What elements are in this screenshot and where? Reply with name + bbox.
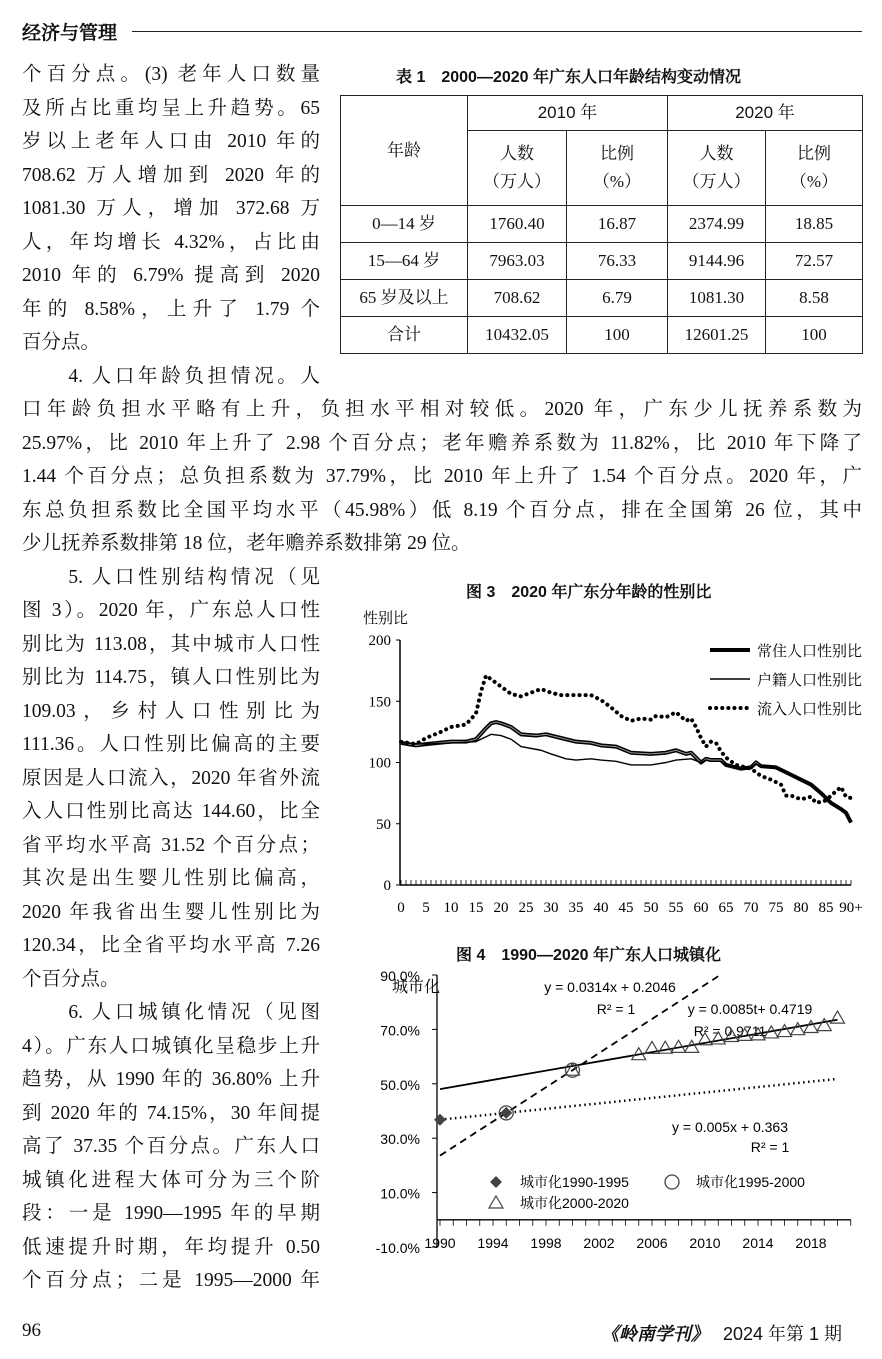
text-line: 入人口性别比高达 144.60，比全 (22, 801, 320, 822)
text-line: 城镇化进程大体可分为三个阶 (22, 1169, 320, 1191)
table-row (341, 317, 863, 354)
x-tick-label: 50 (643, 900, 659, 916)
text-line: 高了 37.35 个百分点。广东人口 (22, 1136, 320, 1157)
value-cell: 100 (766, 317, 863, 354)
table-row (341, 280, 863, 317)
y-tick-label: 200 (368, 633, 391, 649)
x-tick-label: 45 (618, 900, 634, 916)
text-line: 百分点。 (22, 332, 101, 353)
table-row (341, 243, 863, 280)
y-tick-label: 50.0% (380, 1076, 420, 1093)
value-cell: 6.79 (567, 280, 668, 317)
y-tick-label: 0 (383, 878, 391, 894)
text-line: 岁以上老年人口由 2010 年的 (22, 131, 320, 152)
age-structure-table (340, 95, 863, 354)
text-line: 708.62 万人增加到 2020 年的 (22, 164, 320, 186)
x-tick-label: 35 (568, 900, 584, 916)
text-line: 年的 8.58%，上升了 1.79 个 (22, 298, 320, 320)
year-2020-header: 2020 年 (668, 96, 863, 131)
x-tick-label: 40 (593, 900, 609, 916)
x-tick-label: 15 (468, 900, 484, 916)
diamond-marker (490, 1176, 502, 1188)
figure4-caption: 图 4 1990—2020 年广东人口城镇化 (456, 947, 721, 964)
value-cell: 2374.99 (668, 206, 766, 243)
table-row (341, 206, 863, 243)
text-line: 2020 年我省出生婴儿性别比为 (22, 901, 320, 923)
text-line: 人，年均增长 4.32%，占比由 (22, 231, 320, 253)
text-line: 口年龄负担水平略有上升，负担水平相对较低。2020 年，广东少儿抚养系数为 (22, 399, 862, 420)
text-line: 别比为 113.08，其中城市人口性 (22, 633, 320, 655)
text-line: 25.97%，比 2010 年上升了 2.98 个百分点；老年赡养系数为 11.82%，比 2010 年下降了 (22, 432, 862, 454)
figure3-caption: 图 3 2020 年广东分年龄的性别比 (466, 584, 712, 601)
value-cell: 1081.30 (668, 280, 766, 317)
text-line: 109.03，乡村人口性别比为 (22, 700, 320, 722)
text-line: 4）。广东人口城镇化呈稳步上升 (22, 1035, 320, 1057)
text-line: 120.34，比全省平均水平高 7.26 (22, 935, 320, 956)
journal-name: 《岭南学刊》 (600, 1324, 709, 1344)
ratio-header: 比例 （%） (766, 131, 863, 206)
x-tick-label: 1990 (424, 1234, 456, 1251)
age-header: 年龄 (341, 96, 468, 206)
value-cell: 708.62 (468, 280, 567, 317)
x-tick-label: 1998 (530, 1234, 562, 1251)
text-line: 少儿抚养系数排第 18 位，老年赡养系数排第 29 位。 (22, 533, 471, 554)
sex-ratio-chart (355, 605, 875, 920)
circle-marker (665, 1175, 679, 1189)
y-tick-label: 100 (368, 755, 391, 772)
text-line: 个百分点。(3) 老年人口数量 (22, 64, 320, 85)
value-cell: 9144.96 (668, 243, 766, 280)
text-line: 到 2020 年的 74.15%，30 年间提 (22, 1102, 320, 1124)
x-tick-label: 55 (668, 900, 684, 916)
trendline-equation: y = 0.0314x + 0.2046 (544, 979, 676, 995)
x-tick-label: 30 (543, 900, 559, 916)
value-cell: 12601.25 (668, 317, 766, 354)
value-cell: 16.87 (567, 206, 668, 243)
legend-label: 户籍人口性别比 (757, 673, 863, 689)
diamond-marker (500, 1107, 512, 1119)
text-line: 6. 人口城镇化情况（见图 (22, 1002, 320, 1023)
y-tick-label: 10.0% (380, 1185, 420, 1202)
series-line-1 (401, 722, 851, 822)
text-line: 2010 年的 6.79% 提高到 2020 (22, 265, 320, 286)
value-cell: 76.33 (567, 243, 668, 280)
y-tick-label: -10.0% (375, 1240, 420, 1256)
x-tick-label: 2018 (795, 1234, 827, 1251)
page-number: 96 (22, 1320, 41, 1341)
text-line: 低速提升时期，年均提升 0.50 (22, 1236, 320, 1258)
x-tick-label: 5 (422, 900, 430, 916)
value-cell: 8.58 (766, 280, 863, 317)
x-tick-label: 65 (718, 900, 734, 916)
journal-footer (601, 1320, 842, 1346)
text-line: 其次是出生婴儿性别比偏高， (22, 868, 320, 889)
y-tick-label: 30.0% (380, 1131, 420, 1148)
y-axis-label: 城市化 (392, 979, 441, 996)
y-tick-label: 150 (368, 694, 391, 711)
text-line: 个百分点。 (22, 968, 120, 990)
legend-label: 常住人口性别比 (757, 644, 863, 660)
trendline-equation: y = 0.005x + 0.363 (672, 1119, 788, 1135)
issue: 2024 年第 1 期 (722, 1324, 842, 1344)
text-line: 及所占比重均呈上升趋势。65 (22, 97, 320, 119)
trendline-r2: R² = 1 (596, 1001, 636, 1017)
x-tick-label: 90+ (839, 900, 863, 916)
x-tick-label: 85 (818, 900, 834, 916)
triangle-marker (804, 1020, 818, 1032)
text-line: 个百分点；二是 1995—2000 年 (22, 1270, 320, 1291)
triangle-marker (489, 1196, 503, 1208)
age-group-cell: 15—64 岁 (341, 243, 468, 280)
text-line: 4. 人口年龄负担情况。人 (22, 365, 320, 387)
year-2010-header: 2010 年 (468, 96, 668, 131)
x-tick-label: 0 (397, 900, 405, 916)
x-tick-label: 75 (768, 900, 784, 916)
trendline-r2: R² = 0.9711 (693, 1023, 767, 1039)
header-rule (132, 31, 862, 32)
x-tick-label: 10 (443, 900, 459, 916)
legend-label: 流入人口性别比 (757, 702, 863, 718)
text-line: 1.44 个百分点；总负担系数为 37.79%，比 2010 年上升了 1.54 个百分点。2020 年，广 (22, 466, 862, 487)
x-tick-label: 2014 (742, 1234, 774, 1251)
y-axis-label: 性别比 (363, 611, 409, 627)
table-caption: 表 1 2000—2020 年广东人口年龄结构变动情况 (396, 69, 741, 86)
urbanization-chart (370, 970, 875, 1290)
ratio-header: 比例 （%） (567, 131, 668, 206)
trendline-equation: y = 0.0085t+ 0.4719 (687, 1001, 813, 1017)
x-tick-label: 60 (693, 900, 709, 916)
trendline-r2: R² = 1 (750, 1139, 790, 1155)
text-line: 原因是人口流入，2020 年省外流 (22, 767, 320, 789)
trendline-solid (440, 1020, 838, 1089)
diamond-marker (434, 1114, 446, 1126)
age-group-cell: 合计 (341, 317, 468, 354)
text-line: 图 3）。2020 年，广东总人口性 (22, 600, 320, 621)
value-cell: 7963.03 (468, 243, 567, 280)
count-header: 人数 （万人） (668, 131, 766, 206)
x-tick-label: 2006 (636, 1234, 668, 1251)
text-line: 1081.30 万人，增加 372.68 万 (22, 198, 320, 219)
y-tick-label: 70.0% (380, 1022, 420, 1039)
x-tick-label: 70 (743, 900, 759, 916)
text-line: 111.36。人口性别比偏高的主要 (22, 734, 320, 755)
age-group-cell: 0—14 岁 (341, 206, 468, 243)
x-tick-label: 2002 (583, 1234, 615, 1251)
x-tick-label: 1994 (477, 1234, 509, 1251)
y-tick-label: 50 (376, 816, 391, 833)
text-line: 段：一是 1990—1995 年的早期 (22, 1203, 320, 1224)
value-cell: 18.85 (766, 206, 863, 243)
text-line: 别比为 114.75，镇人口性别比为 (22, 667, 320, 688)
value-cell: 10432.05 (468, 317, 567, 354)
count-header: 人数 （万人） (468, 131, 567, 206)
y-tick-label: 90.0% (380, 970, 420, 984)
x-tick-label: 25 (518, 900, 534, 916)
triangle-marker (791, 1023, 805, 1035)
text-line: 5. 人口性别结构情况（见 (22, 566, 320, 588)
x-tick-label: 80 (793, 900, 809, 916)
section-header: 经济与管理 (22, 23, 118, 44)
legend-label: 城市化1995-2000 (696, 1174, 805, 1190)
value-cell: 100 (567, 317, 668, 354)
text-line: 东总负担系数比全国平均水平（45.98%）低 8.19 个百分点，排在全国第 26 位，其中 (22, 499, 862, 521)
series-line-2 (401, 734, 851, 822)
legend-label: 城市化2000-2020 (520, 1195, 629, 1211)
text-line: 趋势，从 1990 年的 36.80% 上升 (22, 1069, 320, 1090)
value-cell: 1760.40 (468, 206, 567, 243)
legend-label: 城市化1990-1995 (520, 1174, 629, 1190)
x-tick-label: 20 (493, 900, 509, 916)
text-line: 省平均水平高 31.52 个百分点； (22, 834, 320, 856)
age-group-cell: 65 岁及以上 (341, 280, 468, 317)
value-cell: 72.57 (766, 243, 863, 280)
x-tick-label: 2010 (689, 1234, 721, 1251)
